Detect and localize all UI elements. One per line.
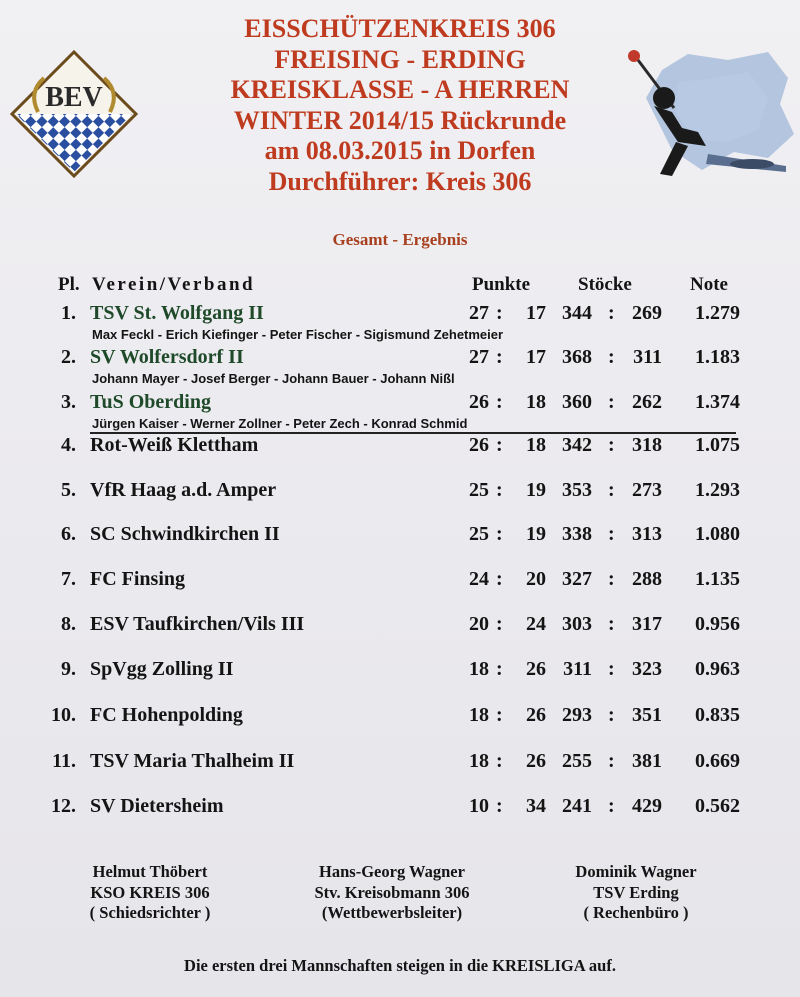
team-name: VfR Haag a.d. Amper xyxy=(90,479,277,501)
team-members: Johann Mayer - Josef Berger - Johann Bauer - Johann Nißl xyxy=(92,371,455,386)
stock-separator: : xyxy=(608,795,615,817)
points-minus: 18 xyxy=(526,434,546,456)
points-plus: 26 xyxy=(469,434,489,456)
points-minus: 24 xyxy=(526,613,546,635)
header-line-class: KREISKLASSE - A HERREN xyxy=(230,75,570,104)
points-separator: : xyxy=(496,795,503,817)
note-value: 1.080 xyxy=(695,523,740,545)
points-minus: 19 xyxy=(526,523,546,545)
header-block xyxy=(180,14,620,197)
team-name: TSV St. Wolfgang II xyxy=(90,302,264,324)
points-minus: 26 xyxy=(526,658,546,680)
header-line-association: EISSCHÜTZENKREIS 306 xyxy=(244,14,556,43)
rank: 12. xyxy=(51,795,76,817)
points-plus: 18 xyxy=(469,658,489,680)
stock-plus: 327 xyxy=(562,568,592,590)
team-name: SV Dietersheim xyxy=(90,795,224,817)
table-row xyxy=(0,795,800,835)
rank: 3. xyxy=(61,391,76,413)
signature-role: Stv. Kreisobmann 306 xyxy=(314,882,470,902)
points-plus: 10 xyxy=(469,795,489,817)
points-plus: 18 xyxy=(469,704,489,726)
rank: 10. xyxy=(51,704,76,726)
stock-plus: 311 xyxy=(563,658,592,680)
points-minus: 26 xyxy=(526,704,546,726)
stock-minus: 269 xyxy=(632,302,662,324)
points-plus: 26 xyxy=(469,391,489,413)
stock-minus: 262 xyxy=(632,391,662,413)
points-separator: : xyxy=(496,302,503,324)
points-separator: : xyxy=(496,523,503,545)
column-header-pl: Pl. xyxy=(58,274,80,295)
column-header-note: Note xyxy=(690,274,728,295)
points-minus: 19 xyxy=(526,479,546,501)
stock-plus: 255 xyxy=(562,750,592,772)
team-name: Rot-Weiß Klettham xyxy=(90,434,259,456)
stock-separator: : xyxy=(608,434,615,456)
points-plus: 25 xyxy=(469,479,489,501)
stock-plus: 344 xyxy=(562,302,592,324)
stock-plus: 353 xyxy=(562,479,592,501)
points-separator: : xyxy=(496,434,503,456)
points-separator: : xyxy=(496,568,503,590)
points-plus: 27 xyxy=(469,346,489,368)
signature-function: ( Rechenbüro ) xyxy=(583,903,689,922)
signature-function: (Wettbewerbsleiter) xyxy=(321,903,463,922)
header-line-organizer: Durchführer: Kreis 306 xyxy=(268,166,532,196)
team-members: Jürgen Kaiser - Werner Zollner - Peter Zech - Konrad Schmid xyxy=(92,416,468,431)
stock-minus: 313 xyxy=(632,523,662,545)
team-name: FC Hohenpolding xyxy=(90,704,243,726)
team-name: SpVgg Zolling II xyxy=(90,658,234,680)
signature-calculation-office xyxy=(556,862,716,924)
points-minus: 17 xyxy=(526,302,546,324)
signature-name: Dominik Wagner xyxy=(575,862,697,881)
signature-role: KSO KREIS 306 xyxy=(90,882,210,902)
rank: 4. xyxy=(61,434,76,456)
rank: 7. xyxy=(61,568,76,590)
table-row xyxy=(0,523,800,563)
team-name: TuS Oberding xyxy=(90,391,211,413)
signature-function: ( Schiedsrichter ) xyxy=(89,903,211,922)
points-separator: : xyxy=(496,750,503,772)
points-separator: : xyxy=(496,391,503,413)
points-plus: 20 xyxy=(469,613,489,635)
points-plus: 27 xyxy=(469,302,489,324)
note-value: 0.669 xyxy=(695,750,740,772)
stock-minus: 429 xyxy=(632,795,662,817)
points-separator: : xyxy=(496,613,503,635)
promotion-note: Die ersten drei Mannschaften steigen in die KREISLIGA auf. xyxy=(184,956,616,975)
table-row xyxy=(0,479,800,519)
stock-minus: 288 xyxy=(632,568,662,590)
note-value: 1.293 xyxy=(695,479,740,501)
rank: 2. xyxy=(61,346,76,368)
note-value: 0.562 xyxy=(695,795,740,817)
bev-logo xyxy=(8,48,140,180)
header-line-season: WINTER 2014/15 Rückrunde xyxy=(233,105,567,135)
points-plus: 18 xyxy=(469,750,489,772)
team-name: ESV Taufkirchen/Vils III xyxy=(90,613,305,635)
rank: 8. xyxy=(61,613,76,635)
table-row xyxy=(0,704,800,744)
stock-separator: : xyxy=(608,391,615,413)
note-value: 1.183 xyxy=(695,346,740,368)
rank: 11. xyxy=(52,750,76,772)
column-header-stoecke: Stöcke xyxy=(578,274,632,295)
stock-plus: 368 xyxy=(562,346,592,368)
team-name: TSV Maria Thalheim II xyxy=(90,750,295,772)
rank: 1. xyxy=(61,302,76,324)
header-line-date: am 08.03.2015 in Dorfen xyxy=(264,136,536,165)
points-separator: : xyxy=(496,704,503,726)
stock-minus: 311 xyxy=(633,346,662,368)
stock-separator: : xyxy=(608,704,615,726)
stock-separator: : xyxy=(608,750,615,772)
points-minus: 34 xyxy=(526,795,546,817)
stock-separator: : xyxy=(608,302,615,324)
signature-name: Hans-Georg Wagner xyxy=(319,862,465,881)
stock-separator: : xyxy=(608,346,615,368)
points-minus: 17 xyxy=(526,346,546,368)
table-row xyxy=(0,434,800,474)
stock-minus: 318 xyxy=(632,434,662,456)
stock-plus: 293 xyxy=(562,704,592,726)
rank: 9. xyxy=(61,658,76,680)
points-separator: : xyxy=(496,479,503,501)
signature-name: Helmut Thöbert xyxy=(92,862,208,881)
table-row xyxy=(0,658,800,698)
stock-minus: 317 xyxy=(632,613,662,635)
note-value: 1.135 xyxy=(695,568,740,590)
stock-plus: 241 xyxy=(562,795,592,817)
stock-plus: 303 xyxy=(562,613,592,635)
stock-minus: 323 xyxy=(632,658,662,680)
result-subtitle: Gesamt - Ergebnis xyxy=(332,230,468,249)
stock-plus: 360 xyxy=(562,391,592,413)
points-separator: : xyxy=(496,658,503,680)
stock-minus: 273 xyxy=(632,479,662,501)
points-minus: 18 xyxy=(526,391,546,413)
table-row xyxy=(0,568,800,608)
stock-plus: 338 xyxy=(562,523,592,545)
stock-separator: : xyxy=(608,658,615,680)
points-minus: 20 xyxy=(526,568,546,590)
note-value: 1.279 xyxy=(695,302,740,324)
team-name: SC Schwindkirchen II xyxy=(90,523,280,545)
team-name: SV Wolfersdorf II xyxy=(90,346,244,368)
table-row xyxy=(0,750,800,790)
column-header-verein: Verein/Verband xyxy=(92,274,256,295)
stock-minus: 381 xyxy=(632,750,662,772)
team-name: FC Finsing xyxy=(90,568,186,590)
stock-separator: : xyxy=(608,613,615,635)
note-value: 0.963 xyxy=(695,658,740,680)
curler-logo xyxy=(618,42,800,182)
header-line-region: FREISING - ERDING xyxy=(274,44,526,74)
note-value: 1.374 xyxy=(695,391,740,413)
stock-plus: 342 xyxy=(562,434,592,456)
column-header-punkte: Punkte xyxy=(472,274,531,295)
note-value: 0.956 xyxy=(695,613,740,635)
note-value: 1.075 xyxy=(695,434,740,456)
points-plus: 25 xyxy=(469,523,489,545)
stock-separator: : xyxy=(608,568,615,590)
signature-competition-lead xyxy=(292,862,492,924)
stock-minus: 351 xyxy=(632,704,662,726)
stock-separator: : xyxy=(608,523,615,545)
points-plus: 24 xyxy=(469,568,489,590)
points-minus: 26 xyxy=(526,750,546,772)
note-value: 0.835 xyxy=(695,704,740,726)
logo-text: BEV xyxy=(45,82,103,113)
rank: 6. xyxy=(61,523,76,545)
points-separator: : xyxy=(496,346,503,368)
signature-role: TSV Erding xyxy=(593,882,679,902)
rank: 5. xyxy=(61,479,76,501)
stock-separator: : xyxy=(608,479,615,501)
table-row xyxy=(0,613,800,653)
team-members: Max Feckl - Erich Kiefinger - Peter Fischer - Sigismund Zehetmeier xyxy=(92,327,504,342)
signature-referee xyxy=(70,862,230,924)
